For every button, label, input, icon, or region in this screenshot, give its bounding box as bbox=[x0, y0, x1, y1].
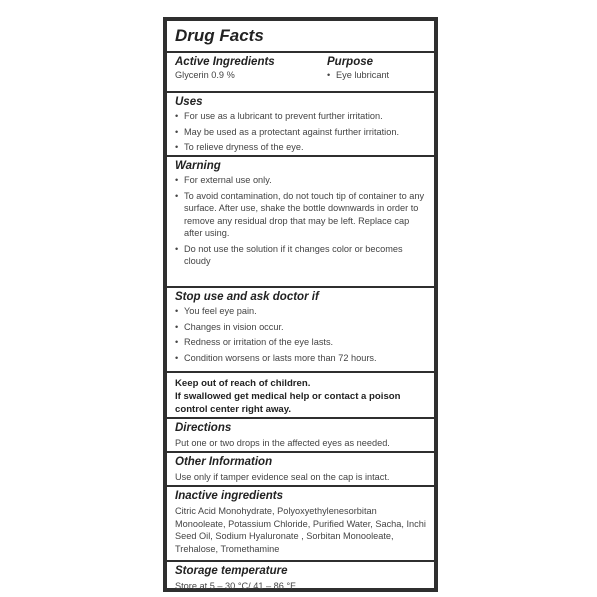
active-ingredients-heading: Active Ingredients bbox=[175, 56, 275, 68]
keep-out-text: Keep out of reach of children. bbox=[175, 378, 311, 389]
list-item: • Changes in vision occur. bbox=[175, 321, 428, 334]
list-item: • To relieve dryness of the eye. bbox=[175, 141, 428, 154]
drug-facts-panel bbox=[163, 17, 438, 592]
active-ingredient-value: Glycerin 0.9 % bbox=[175, 70, 235, 80]
stop-use-heading: Stop use and ask doctor if bbox=[175, 291, 319, 303]
purpose-value: • Eye lubricant bbox=[327, 69, 389, 82]
list-item: • For use as a lubricant to prevent further irritation. bbox=[175, 110, 428, 123]
directions-text: Put one or two drops in the affected eyes as needed. bbox=[175, 438, 390, 448]
directions-section bbox=[167, 419, 434, 453]
purpose-heading: Purpose bbox=[327, 56, 374, 68]
list-item: • Do not use the solution if it changes color or becomes cloudy bbox=[175, 243, 428, 268]
inactive-ingredients-section bbox=[167, 487, 434, 562]
swallowed-warning-text: If swallowed get medical help or contact a poison control center right away. bbox=[175, 391, 401, 415]
storage-text: Store at 5 – 30 °C/ 41 – 86 °F bbox=[175, 581, 296, 591]
active-ingredients-section bbox=[167, 53, 434, 93]
other-information-section bbox=[167, 453, 434, 487]
list-item: • May be used as a protectant against further irritation. bbox=[175, 126, 428, 139]
warning-section bbox=[167, 157, 434, 288]
other-information-heading: Other Information bbox=[175, 456, 273, 468]
other-information-text: Use only if tamper evidence seal on the cap is intact. bbox=[175, 472, 390, 482]
stop-use-section bbox=[167, 288, 434, 373]
list-item: • Condition worsens or lasts more than 72 hours. bbox=[175, 352, 428, 365]
inactive-ingredients-heading: Inactive ingredients bbox=[175, 490, 284, 502]
title-section bbox=[167, 21, 434, 53]
storage-heading: Storage temperature bbox=[175, 565, 288, 577]
storage-section bbox=[167, 562, 434, 591]
list-item: • To avoid contamination, do not touch tip of container to any surface. After use, shake the bottle downwards in order to remove any residual drop that may be left. Replace cap after using. bbox=[175, 190, 428, 240]
uses-heading: Uses bbox=[175, 96, 203, 108]
drug-facts-title: Drug Facts bbox=[175, 26, 264, 45]
list-item: • Redness or irritation of the eye lasts. bbox=[175, 336, 428, 349]
directions-heading: Directions bbox=[175, 422, 232, 434]
inactive-ingredients-text: Citric Acid Monohydrate, Polyoxyethylenesorbitan Monooleate, Potassium Chloride, Purified Water, Sacha, Inchi Seed Oil, Sodium Hyaluronate , Sorbitan Monooleate, Trehalose, Tromethamine bbox=[175, 506, 426, 554]
keep-out-section bbox=[167, 373, 434, 419]
warning-heading: Warning bbox=[175, 160, 221, 172]
list-item: • For external use only. bbox=[175, 174, 428, 187]
uses-section bbox=[167, 93, 434, 157]
list-item: • You feel eye pain. bbox=[175, 305, 428, 318]
